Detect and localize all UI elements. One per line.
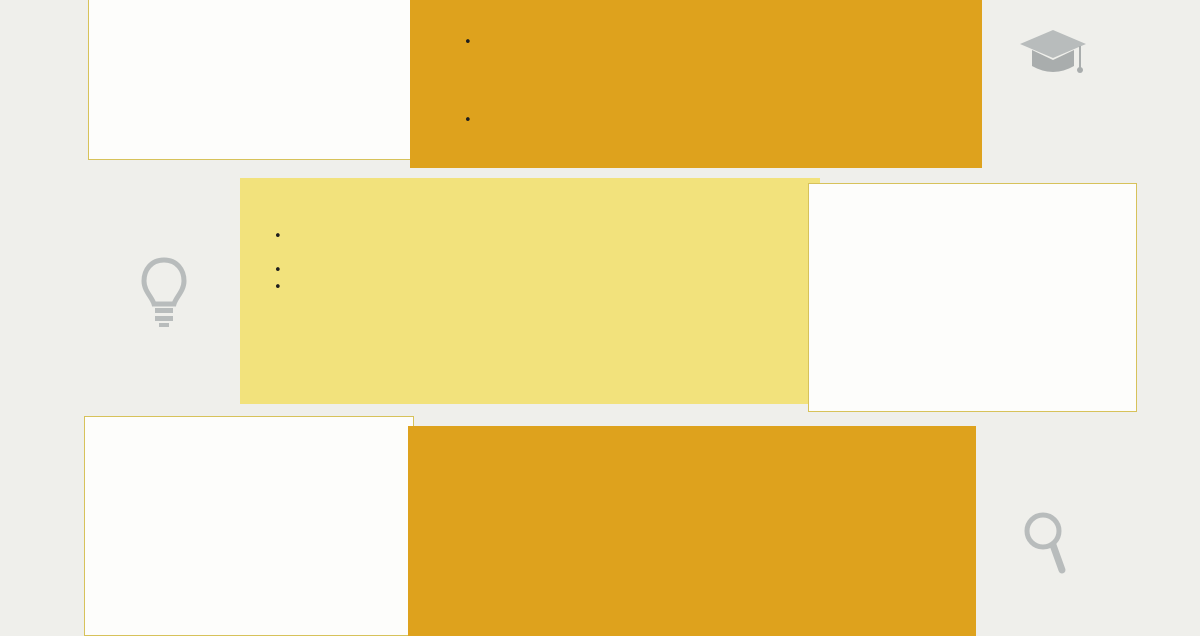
middle-bullet-1 <box>254 228 814 262</box>
bottom-diagram-card <box>84 416 414 636</box>
graduation-cap-icon <box>1018 28 1088 80</box>
magnifier-icon <box>1022 510 1068 576</box>
middle-diagram-card <box>808 183 1137 412</box>
top-diagram-card <box>88 0 414 160</box>
middle-bullet-3 <box>254 279 814 296</box>
middle-bullets <box>254 228 814 296</box>
middle-bullet-2 <box>254 262 814 279</box>
bottom-text-panel <box>408 426 976 636</box>
lightbulb-icon <box>140 256 188 328</box>
middle-text-panel <box>240 178 820 404</box>
top-text-panel <box>410 0 982 168</box>
top-bullet-2 <box>444 34 964 68</box>
